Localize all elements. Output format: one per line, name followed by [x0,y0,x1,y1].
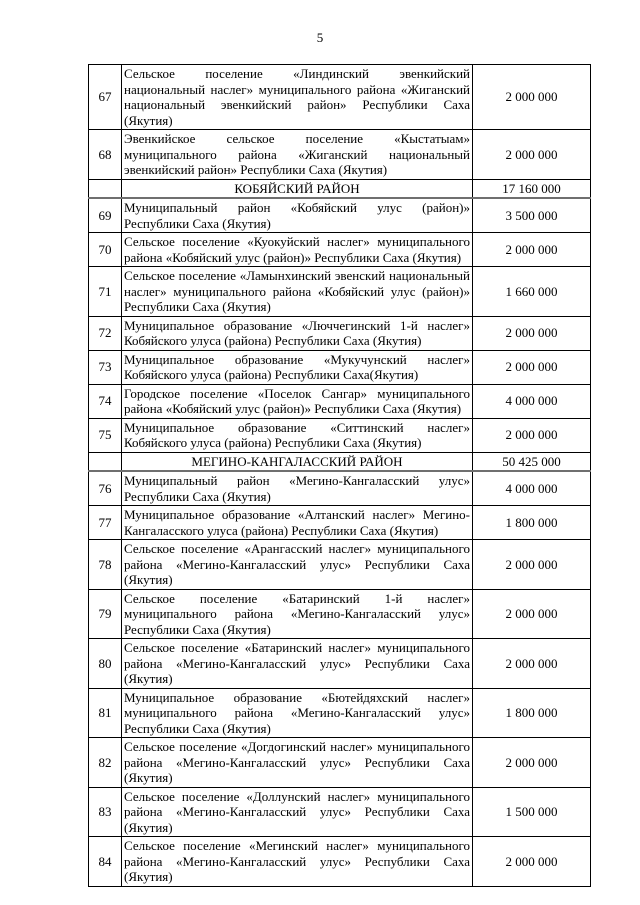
amount-cell: 17 160 000 [473,179,591,198]
amount-cell: 2 000 000 [473,837,591,887]
municipality-name-cell: Сельское поселение «Мегинский наслег» муниципального района «Мегино-Кангаласский улус» Республики Саха (Якутия) [122,837,473,887]
row-number-cell: 71 [89,267,122,317]
section-title-cell: МЕГИНО-КАНГАЛАССКИЙ РАЙОН [122,452,473,471]
table-row [89,130,591,180]
row-number-cell: 67 [89,65,122,130]
municipality-name-cell: Сельское поселение «Арангасский наслег» муниципального района «Мегино-Кангаласский улус» Республики Саха (Якутия) [122,540,473,590]
municipality-name-cell: Муниципальное образование «Мукучунский наслег» Кобяйского улуса (района) Республики Саха(Якутия) [122,350,473,384]
amount-cell: 2 000 000 [473,589,591,639]
table-row [89,540,591,590]
row-number-cell: 79 [89,589,122,639]
amount-cell: 1 800 000 [473,506,591,540]
municipality-name-cell: Сельское поселение «Догдогинский наслег» муниципального района «Мегино-Кангаласский улус» Республики Саха (Якутия) [122,738,473,788]
municipality-name-cell: Сельское поселение «Доллунский наслег» муниципального района «Мегино-Кангаласский улус» Республики Саха (Якутия) [122,787,473,837]
municipality-name-cell: Сельское поселение «Куокуйский наслег» муниципального района «Кобяйский улус (район)» Республики Саха (Якутия) [122,233,473,267]
table-body [89,65,591,887]
row-number-cell: 75 [89,418,122,452]
amount-cell: 1 660 000 [473,267,591,317]
row-number-cell: 74 [89,384,122,418]
amount-cell: 2 000 000 [473,316,591,350]
table-row [89,316,591,350]
table-row [89,787,591,837]
amount-cell: 2 000 000 [473,418,591,452]
table-row [89,837,591,887]
row-number-cell [89,179,122,198]
row-number-cell: 72 [89,316,122,350]
table-row [89,350,591,384]
amount-cell: 4 000 000 [473,384,591,418]
table-row [89,639,591,689]
table-row [89,506,591,540]
amount-cell: 2 000 000 [473,738,591,788]
amount-cell: 2 000 000 [473,65,591,130]
amount-cell: 2 000 000 [473,130,591,180]
municipality-name-cell: Муниципальный район «Кобяйский улус (район)» Республики Саха (Якутия) [122,198,473,233]
amount-cell: 1 800 000 [473,688,591,738]
row-number-cell: 77 [89,506,122,540]
municipality-name-cell: Городское поселение «Поселок Сангар» муниципального района «Кобяйский улус (район)» Республики Саха (Якутия) [122,384,473,418]
section-row [89,179,591,198]
table-row [89,471,591,506]
amount-cell: 2 000 000 [473,350,591,384]
section-title-cell: КОБЯЙСКИЙ РАЙОН [122,179,473,198]
table-row [89,198,591,233]
municipality-name-cell: Муниципальное образование «Ситтинский наслег» Кобяйского улуса (района) Республики Саха (Якутия) [122,418,473,452]
table-row [89,418,591,452]
amount-cell: 1 500 000 [473,787,591,837]
municipality-name-cell: Муниципальное образование «Бютейдяхский наслег» муниципального района «Мегино-Кангаласский улус» Республики Саха (Якутия) [122,688,473,738]
amount-cell: 2 000 000 [473,639,591,689]
row-number-cell: 82 [89,738,122,788]
municipality-name-cell: Сельское поселение «Линдинский эвенкийский национальный наслег» муниципального района «Жиганский национальный эвенкийский район» Республики Саха (Якутия) [122,65,473,130]
section-row [89,452,591,471]
row-number-cell: 69 [89,198,122,233]
row-number-cell: 80 [89,639,122,689]
row-number-cell: 73 [89,350,122,384]
row-number-cell: 70 [89,233,122,267]
row-number-cell: 68 [89,130,122,180]
table-row [89,384,591,418]
municipality-name-cell: Муниципальное образование «Алтанский наслег» Мегино-Кангаласского улуса (района) Республики Саха (Якутия) [122,506,473,540]
row-number-cell: 83 [89,787,122,837]
row-number-cell [89,452,122,471]
amount-cell: 2 000 000 [473,233,591,267]
municipality-name-cell: Сельское поселение «Батаринский наслег» муниципального района «Мегино-Кангаласский улус» Республики Саха (Якутия) [122,639,473,689]
municipality-name-cell: Сельское поселение «Ламынхинский эвенский национальный наслег» муниципального района «Кобяйский улус (район)» Республики Саха (Якутия) [122,267,473,317]
row-number-cell: 81 [89,688,122,738]
amount-cell: 4 000 000 [473,471,591,506]
row-number-cell: 76 [89,471,122,506]
table-row [89,738,591,788]
amount-cell: 3 500 000 [473,198,591,233]
table-row [89,589,591,639]
table-row [89,65,591,130]
table-row [89,233,591,267]
grants-table [88,64,591,887]
page-number: 5 [316,30,324,45]
municipality-name-cell: Муниципальное образование «Люччегинский 1-й наслег» Кобяйского улуса (района) Республики Саха (Якутия) [122,316,473,350]
table-row [89,267,591,317]
municipality-name-cell: Муниципальный район «Мегино-Кангаласский улус» Республики Саха (Якутия) [122,471,473,506]
municipality-name-cell: Сельское поселение «Батаринский 1-й наслег» муниципального района «Мегино-Кангаласский улус» Республики Саха (Якутия) [122,589,473,639]
row-number-cell: 84 [89,837,122,887]
table-row [89,688,591,738]
amount-cell: 50 425 000 [473,452,591,471]
row-number-cell: 78 [89,540,122,590]
municipality-name-cell: Эвенкийское сельское поселение «Кыстатыам» муниципального района «Жиганский национальный эвенкийский район» Республики Саха (Якутия) [122,130,473,180]
amount-cell: 2 000 000 [473,540,591,590]
